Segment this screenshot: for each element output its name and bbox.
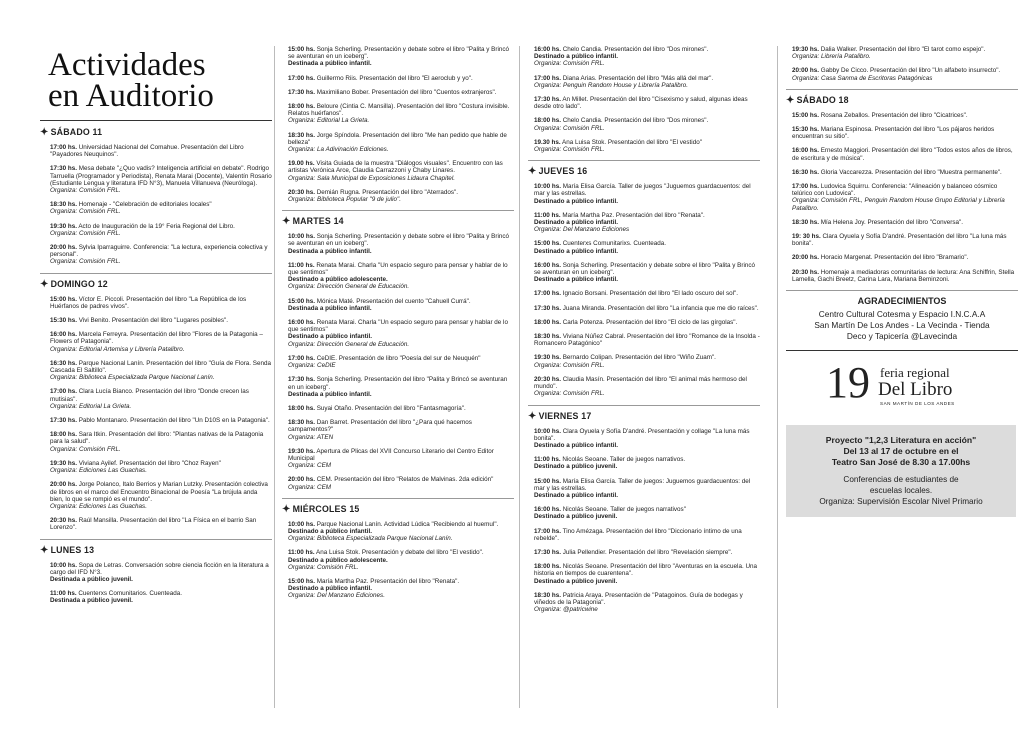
event-time: 17:30 hs.	[50, 165, 77, 173]
event-text: Mónica Maté. Presentación del cuento "Cahuell Currá".	[316, 297, 471, 305]
event-time: 17:30 hs.	[534, 304, 561, 312]
cross-star-icon: ✦	[40, 544, 49, 556]
event-item	[792, 254, 1018, 261]
event-time: 16:30 hs.	[792, 168, 819, 176]
event-item	[534, 592, 760, 614]
event-text: María Martha Paz. Presentación del libro "Renata".	[316, 577, 460, 585]
event-text: Diana Arias. Presentación del libro "Más allá del mar".	[562, 74, 714, 82]
event-text: María Elisa García. Taller de juegos: Juguemos guardacuentos: del mar y las estrellas.	[534, 477, 751, 492]
event-time: 15:00 hs.	[50, 295, 77, 303]
event-item	[534, 212, 760, 234]
event-item	[50, 590, 272, 604]
event-item	[50, 223, 272, 237]
event-time: 18:30 hs.	[792, 218, 819, 226]
event-text: Ana Luisa Stok. Presentación del libro "El vestido"	[562, 138, 702, 146]
event-item	[288, 132, 514, 154]
cross-star-icon: ✦	[40, 278, 49, 290]
event-item	[792, 67, 1018, 81]
event-time: 16:00 hs.	[534, 261, 561, 269]
event-time: 15:00 hs.	[288, 577, 315, 585]
cross-star-icon: ✦	[528, 166, 537, 178]
event-time: 17:30 hs.	[534, 96, 561, 104]
event-item	[792, 183, 1018, 212]
event-item	[50, 317, 272, 324]
event-time: 18:00 hs.	[50, 431, 77, 439]
event-item	[534, 75, 760, 89]
event-organizer: Organiza: Comisión FRL.	[50, 208, 121, 216]
event-text: Maximiliano Bober. Presentación del libro "Cuentos extranjeros".	[316, 88, 497, 96]
event-organizer: Organiza: Ediciones Las Guachas.	[50, 467, 147, 475]
event-organizer: Organiza: Ediciones Las Guachas.	[50, 502, 147, 510]
event-item	[288, 319, 514, 348]
event-item	[534, 305, 760, 312]
event-text: Renata Marai. Charla "Un espacio seguro para pensar y hablar de lo que sentimos"	[288, 261, 508, 277]
event-audience: Destinado a público adolescente.	[288, 276, 388, 284]
event-time: 18:30 hs.	[288, 131, 315, 139]
event-organizer: Organiza: Comisión FRL.	[288, 563, 359, 571]
event-time: 19.00 hs.	[288, 160, 315, 168]
event-organizer: Organiza: Comisión FRL.	[534, 390, 605, 398]
event-text: Acto de Inauguración de la 19° Feria Regional del Libro.	[78, 222, 235, 230]
fair-logo: 19 feria regional Del Libro SAN MARTÍN DE LOS ANDES	[826, 358, 955, 408]
event-time: 20:30 hs.	[50, 517, 77, 525]
event-text: Clara Oyuela y Sofía D'andré. Presentación y collage "La luna más bonita".	[534, 427, 750, 442]
event-organizer: Organiza: La Adivinación Ediciones.	[288, 146, 389, 154]
event-time: 10:00 hs.	[50, 561, 77, 569]
event-audience: Destinado a público infantil.	[534, 276, 618, 284]
event-time: 15:00 hs.	[288, 46, 315, 53]
event-item	[534, 262, 760, 284]
event-item	[288, 46, 514, 68]
event-text: Ludovica Squirru. Conferencia: "Alineación y balanceo cósmico telúrico con Ludovica".	[792, 183, 998, 198]
event-time: 17:00 hs.	[288, 354, 315, 362]
event-text: Chelo Candia. Presentación del libro "Dos mirones".	[562, 117, 709, 125]
day-heading: ✦ DOMINGO 12	[40, 278, 108, 290]
event-audience: Destinada a público juvenil.	[50, 597, 133, 605]
event-organizer: Organiza: CEM	[288, 483, 332, 491]
event-item	[792, 233, 1018, 247]
event-item	[288, 448, 514, 470]
event-time: 16:00 hs.	[50, 331, 77, 339]
day-heading: ✦ VIERNES 17	[528, 410, 592, 422]
event-item	[288, 521, 514, 543]
event-text: María Martha Paz. Presentación del libro "Renata".	[562, 211, 705, 219]
event-time: 20:30 hs.	[792, 268, 819, 276]
event-text: Demián Rugna. Presentación del libro "Aterrados".	[316, 188, 459, 196]
event-time: 10:00 hs.	[288, 520, 315, 528]
event-text: Julia Pellendier. Presentación del libro "Revelación siempre".	[562, 548, 733, 556]
event-item	[534, 354, 760, 368]
event-organizer: Organiza: Comisión FRL, Penguin Random House Grupo Editorial y Librería Patalibro.	[792, 197, 1005, 212]
event-text: Ignacio Borsani. Presentación del libro "El lado oscuro del sol".	[562, 290, 738, 298]
event-item	[792, 269, 1018, 283]
event-item	[50, 360, 272, 382]
event-audience: Destinado a público infantil.	[288, 585, 372, 593]
event-text: Víctor E. Piccoli. Presentación del libro "La República de los Huérfanos de padres vivos".	[50, 295, 247, 310]
event-organizer: Organiza: Comisión FRL.	[50, 445, 121, 453]
event-audience: Destinado a público juvenil.	[534, 513, 618, 521]
event-item	[50, 296, 272, 310]
event-audience: Destinado a público juvenil.	[534, 463, 618, 471]
event-text: Beloure (Cintia C. Mansilla). Presentación del libro "Costura invisible. Relatos huérfanos".	[288, 103, 510, 118]
page-title: Actividades en Auditorio	[48, 47, 214, 114]
event-audience: Destinado a público infantil.	[534, 197, 618, 205]
event-time: 16:00 hs.	[792, 147, 819, 155]
event-time: 11:00 hs.	[50, 590, 77, 598]
event-organizer: Organiza: Sala Municipal de Exposiciones Lidaura Chapitel.	[288, 174, 455, 182]
event-organizer: Organiza: @patricwine	[534, 606, 598, 614]
event-audience: Destinado a público infantil.	[534, 441, 618, 449]
event-time: 18:00 hs.	[534, 563, 561, 571]
event-time: 17:30 hs.	[534, 548, 561, 556]
event-item	[50, 460, 272, 474]
event-text: Vivi Benito. Presentación del libro "Lugares posibles".	[78, 317, 228, 325]
event-audience: Destinado a público infantil.	[534, 491, 618, 499]
event-text: Universidad Nacional del Comahue. Presentación del Libro "Payadores Neuquinos".	[50, 144, 244, 159]
event-text: Carla Potenza. Presentación del libro "El ciclo de las gírgolas".	[562, 318, 738, 326]
event-text: Sonja Scherling. Presentación y debate sobre el libro "Palita y Brincó se aventuran en un iceberg".	[534, 261, 756, 277]
event-organizer: Organiza: Del Manzano Ediciones	[534, 226, 630, 234]
event-item	[288, 578, 514, 600]
event-audience: Destinado a público infantil.	[288, 527, 372, 535]
event-text: Ernesto Maggiori. Presentación del libro "Todos estos años de libros, de escritura y de música".	[792, 147, 1013, 162]
event-item	[534, 549, 760, 556]
event-item	[534, 117, 760, 131]
event-time: 17:00 hs.	[50, 388, 77, 396]
event-item	[792, 112, 1018, 119]
event-organizer: Organiza: Casa Sanma de Escritoras Patagónicas	[792, 74, 933, 82]
event-text: Sonja Scherling. Presentación y debate sobre el libro "Palita y Brincó se aventuran en un iceberg".	[288, 46, 510, 61]
event-text: Juana Miranda. Presentación del libro "La infancia que me dio raíces".	[562, 304, 759, 312]
event-organizer: Organiza: Penguin Random House y Librería Patalibro.	[534, 81, 689, 89]
column-3	[528, 46, 760, 706]
event-item	[534, 139, 760, 153]
event-item	[288, 89, 514, 96]
event-text: Gloria Vaccarezza. Presentación del libro "Muestra permanente".	[820, 168, 1002, 176]
event-audience: Destinada a público juvenil.	[50, 575, 133, 583]
event-time: 18:00 hs.	[288, 404, 315, 412]
column-1	[40, 46, 272, 706]
acknowledgements: AGRADECIMIENTOS Centro Cultural Cotesma y Espacio I.N.C.A.A San Martín De Los Andes - La Vecinda - Tienda Deco y Tapicería @Lavecinda	[814, 296, 990, 342]
event-time: 17:00 hs.	[534, 74, 561, 82]
event-text: Parque Nacional Lanín. Actividad Lúdica "Recibiendo al huemul".	[316, 520, 499, 528]
event-organizer: Organiza: Biblioteca Popular "9 de julio".	[288, 196, 401, 204]
event-organizer: Organiza: Comisión FRL.	[50, 229, 121, 237]
event-item	[288, 549, 514, 571]
event-item	[792, 219, 1018, 226]
event-time: 19: 30 hs.	[792, 233, 821, 241]
event-text: Apertura de Plicas del XVII Concurso Literario del Centro Editor Municipal	[288, 447, 494, 462]
event-time: 20:30 hs.	[534, 375, 561, 383]
event-item	[288, 75, 514, 82]
event-text: Nicolás Seoane. Taller de juegos narrativos.	[562, 456, 686, 464]
event-item	[534, 46, 760, 68]
event-organizer: Organiza: Comisión FRL.	[50, 187, 121, 195]
event-text: Mariana Espinosa. Presentación del libro "Los pájaros heridos encuentran su sitio".	[792, 126, 995, 141]
event-time: 19:30 hs.	[50, 222, 77, 230]
event-item	[50, 388, 272, 410]
cross-star-icon: ✦	[528, 410, 537, 422]
event-item	[534, 183, 760, 205]
cross-star-icon: ✦	[282, 503, 291, 515]
event-item	[534, 290, 760, 297]
event-text: Mesa debate "¿Quo vadis? Inteligencia artificial en debate". Rodrigo Tarruella (Programador y Periodista), Renata Marai (Docente), Valentín Rosario (Estudiante Lengua y literatura IFD N°3), Manuela Villanueva (Neuróloga).	[50, 165, 272, 187]
event-time: 18:30 hs.	[534, 333, 561, 341]
event-text: Patricia Araya. Presentación de "Patagoinos. Guía de bodegas y viñedos de la Patagonia".	[534, 591, 743, 606]
event-text: CEM. Presentación del libro "Relatos de Malvinas. 2da edición"	[316, 476, 494, 484]
event-item	[534, 456, 760, 470]
event-time: 16:00 hs.	[288, 319, 315, 327]
event-text: Nicolás Seoane. Taller de juegos narrativos"	[562, 506, 686, 514]
event-item	[534, 563, 760, 585]
event-time: 15:00 hs.	[792, 111, 819, 119]
event-item	[50, 144, 272, 158]
cross-star-icon: ✦	[282, 216, 291, 228]
event-time: 17:00 hs.	[534, 527, 561, 535]
event-item	[288, 419, 514, 441]
event-text: Visita Guiada de la muestra "Diálogos visuales". Encuentro con las artistas Verónica Arce, Claudia Carrazzoni y Chaby Linares.	[288, 160, 503, 175]
event-text: Sara Itkin. Presentación del libro: "Plantas nativas de la Patagonia para la salud".	[50, 431, 264, 446]
event-time: 20:00 hs.	[288, 476, 315, 484]
event-text: Suyai Otaño. Presentación del libro "Fantasmagoría".	[316, 404, 466, 412]
event-organizer: Organiza: Comisión FRL.	[534, 361, 605, 369]
event-time: 15:30 hs.	[792, 126, 819, 134]
event-item	[50, 331, 272, 353]
event-time: 20:00 hs.	[50, 481, 77, 489]
event-audience: Destinado a público infantil.	[534, 219, 618, 227]
event-item	[288, 262, 514, 291]
event-organizer: Organiza: Editorial La Grieta.	[288, 117, 370, 125]
event-time: 16:00 hs.	[534, 46, 561, 53]
event-time: 17:00 hs.	[50, 144, 77, 151]
event-organizer: Organiza: CeDIE	[288, 362, 336, 370]
event-text: Sonja Scherling. Presentación y debate sobre el libro "Palita y Brincó se aventuran en un iceberg".	[288, 233, 510, 248]
event-text: Renata Marai. Charla "Un espacio seguro para pensar y hablar de lo que sentimos"	[288, 319, 508, 334]
cross-star-icon: ✦	[786, 94, 795, 106]
event-text: Nicolás Seoane. Presentación del libro "Aventuras en la escuela. Una historia en tiempos de cuarentena".	[534, 563, 757, 578]
event-item	[50, 417, 272, 424]
event-organizer: Organiza: Del Manzano Ediciones.	[288, 592, 385, 600]
event-text: Raúl Mansilla. Presentación del libro "La Física en el barrio San Lorenzo".	[50, 517, 257, 532]
event-text: Rosana Zeballos. Presentación del libro "Cicatrices".	[820, 111, 968, 119]
cross-star-icon: ✦	[40, 127, 49, 138]
event-text: Dan Barret. Presentación del libro "¿Para qué hacemos campamentos?"	[288, 419, 472, 434]
event-text: Ana Luisa Stok. Presentación y debate del libro "El vestido".	[316, 549, 484, 557]
event-time: 19:30 hs.	[534, 354, 561, 362]
event-text: Homenaje - "Celebración de editoriales locales"	[78, 201, 212, 209]
event-item	[792, 169, 1018, 176]
event-audience: Destinado a público adolescente.	[288, 556, 388, 564]
event-text: Viviana Núñez Cabral. Presentación del libro "Romance de la Insolda - Romancero Patagónico"	[534, 333, 760, 348]
event-time: 17:00 hs.	[792, 183, 819, 191]
event-text: Claudia Masín. Presentación del libro "El animal más hermoso del mundo".	[534, 375, 747, 391]
event-time: 18:00 hs.	[288, 103, 315, 111]
event-time: 16:30 hs.	[50, 359, 77, 367]
event-time: 18:30 hs.	[534, 591, 561, 599]
event-item	[792, 46, 1018, 60]
event-time: 10:00 hs.	[534, 183, 561, 191]
event-time: 15:00 hs.	[288, 297, 315, 305]
event-time: 17:00 hs.	[288, 74, 315, 82]
event-item	[288, 160, 514, 182]
event-text: Dalia Walker. Presentación del libro "El tarot como espejo".	[820, 46, 986, 53]
project-box: Proyecto "1,2,3 Literatura en acción" Del 13 al 17 de octubre en el Teatro San José de 8.30 a 17.00hs Conferencias de estudiantes de escuelas locales. Organiza: Supervisión Escolar Nivel Primario	[786, 425, 1016, 517]
event-text: Gabby De Cicco. Presentación del libro "Un alfabeto insurrecto".	[820, 67, 1001, 75]
event-time: 18:30 hs.	[50, 201, 77, 209]
event-item	[50, 165, 272, 194]
event-item	[534, 506, 760, 520]
event-text: Guillermo Riis. Presentación del libro "El aeroclub y yo".	[316, 74, 473, 82]
event-organizer: Organiza: Biblioteca Especializada Parque Nacional Lanín.	[288, 535, 453, 543]
event-organizer: Organiza: Comisión FRL.	[534, 124, 605, 132]
event-time: 18:00 hs.	[534, 318, 561, 326]
day-heading: ✦ MIÉRCOLES 15	[282, 503, 360, 515]
event-text: Bernardo Colipan. Presentación del libro "Wiño Zuam".	[562, 354, 716, 362]
event-time: 19:30 hs.	[792, 46, 819, 53]
event-time: 17:00 hs.	[534, 290, 561, 298]
column-4	[786, 46, 1018, 706]
event-item	[288, 355, 514, 369]
event-organizer: Organiza: Dirección General de Educación.	[288, 340, 410, 348]
event-text: Pablo Montanaro. Presentación del libro "Un D10S en la Patagonia".	[78, 417, 270, 425]
event-time: 18:30 hs.	[288, 419, 315, 427]
event-item	[50, 562, 272, 584]
event-time: 17:30 hs.	[288, 88, 315, 96]
event-time: 20:00 hs.	[792, 67, 819, 75]
column-2	[282, 46, 514, 706]
event-time: 15:30 hs.	[50, 317, 77, 325]
event-audience: Destinado a público infantil.	[534, 53, 618, 61]
day-heading: ✦ SÁBADO 11	[40, 127, 103, 138]
event-time: 11:00 hs.	[288, 549, 315, 557]
day-heading: ✦ SÁBADO 18	[786, 94, 849, 106]
event-organizer: Organiza: Librería Patalibro.	[792, 53, 871, 61]
event-item	[534, 428, 760, 450]
event-organizer: Organiza: ATEN	[288, 433, 334, 441]
event-time: 17:30 hs.	[288, 376, 315, 384]
event-text: María Elisa García. Taller de juegos "Juguemos guardacuentos: del mar y las estrellas.	[534, 183, 751, 198]
event-item	[534, 333, 760, 347]
event-time: 11:00 hs.	[534, 456, 561, 464]
event-item	[792, 126, 1018, 140]
event-text: Clara Lucía Bianco. Presentación del libro "Donde crecen las mutisias".	[50, 388, 249, 403]
event-time: 19:30 hs.	[50, 459, 77, 467]
event-time: 16:00 hs.	[534, 506, 561, 514]
event-text: Chelo Candia. Presentación del libro "Dos mirones".	[562, 46, 709, 53]
event-item	[50, 201, 272, 215]
event-organizer: Organiza: Comisión FRL.	[50, 258, 121, 266]
event-time: 15:00 hs.	[534, 240, 561, 248]
event-text: Cuenterxs Comunitarios. Cuenteada.	[78, 590, 182, 598]
event-item	[50, 244, 272, 266]
event-time: 15:00 hs.	[534, 477, 561, 485]
event-audience: Destinada a público infantil.	[288, 304, 372, 312]
event-organizer: Organiza: Dirección General de Educación.	[288, 283, 410, 291]
event-item	[50, 517, 272, 531]
event-time: 18:00 hs.	[534, 117, 561, 125]
event-audience: Destinada a público infantil.	[288, 60, 372, 68]
event-time: 10:00 hs.	[288, 233, 315, 241]
event-time: 10:00 hs.	[534, 427, 561, 435]
event-time: 20:00 hs.	[792, 254, 819, 262]
event-item	[534, 528, 760, 542]
event-text: Tino Amézaga. Presentación del libro "Diccionario íntimo de una rebelde".	[534, 527, 742, 542]
event-item	[288, 103, 514, 125]
event-organizer: Organiza: Editorial La Grieta.	[50, 402, 132, 410]
event-item	[288, 476, 514, 490]
event-time: 19:30 hs.	[288, 447, 315, 455]
event-text: Sonja Scherling. Presentación del libro "Palita y Brincó se aventuran en un iceberg".	[288, 376, 508, 391]
event-audience: Destinado a público juvenil.	[534, 577, 618, 585]
event-text: Viviana Ayilef. Presentación del libro "Choz Rayen"	[78, 459, 221, 467]
event-item	[288, 298, 514, 312]
event-item	[50, 481, 272, 510]
event-text: Clara Oyuela y Sofía D'andré. Presentación del libro "La luna más bonita".	[792, 233, 1007, 248]
event-text: An Millet. Presentación del libro "Cisexismo y salud, algunas ideas desde otro lado".	[534, 96, 748, 111]
event-item	[288, 405, 514, 412]
event-text: Marcela Ferreyra. Presentación del libro "Flores de la Patagonia – Flowers of Patagonia".	[50, 331, 263, 346]
event-item	[288, 189, 514, 203]
event-item	[534, 376, 760, 398]
event-text: Sopa de Letras. Conversación sobre ciencia ficción en la literatura a cargo del IFD N°3.	[50, 561, 269, 576]
event-organizer: Organiza: CEM	[288, 462, 332, 470]
event-organizer: Organiza: Biblioteca Especializada Parque Nacional Lanín.	[50, 374, 215, 382]
event-audience: Destinado a público infantil.	[288, 333, 372, 341]
event-item	[792, 147, 1018, 161]
event-time: 11:00 hs.	[534, 211, 561, 219]
event-audience: Destinado a público infantil.	[534, 247, 618, 255]
event-text: Jorge Polanco, Italo Berrios y Marian Lutzky. Presentación colectiva de libros en el marco del Encuentro Binacional de Poesía "La brújula anda bien, lo que se rompió es el mundo".	[50, 481, 268, 503]
event-item	[534, 478, 760, 500]
event-audience: Destinada a público infantil.	[288, 390, 372, 398]
event-time: 19.30 hs.	[534, 138, 561, 146]
event-time: 20:00 hs.	[50, 244, 77, 252]
event-item	[534, 240, 760, 254]
event-item	[534, 319, 760, 326]
event-text: Parque Nacional Lanín. Presentación del libro "Guía de Flora. Senda Cascada El Saltillo".	[50, 359, 272, 375]
event-text: Sylvia Iparraguirre. Conferencia: "La lectura, experiencia colectiva y personal".	[50, 244, 268, 259]
event-item	[288, 233, 514, 255]
day-heading: ✦ LUNES 13	[40, 544, 95, 556]
event-organizer: Organiza: Editorial Artemisa y Librería Patalibro.	[50, 345, 185, 353]
event-text: Horacio Margenat. Presentación del libro "Bramario".	[820, 254, 969, 262]
event-time: 11:00 hs.	[288, 261, 315, 269]
event-item	[50, 431, 272, 453]
event-item	[288, 376, 514, 398]
event-organizer: Organiza: Comisión FRL.	[534, 60, 605, 68]
day-heading: ✦ JUEVES 16	[528, 166, 588, 178]
event-item	[534, 96, 760, 110]
event-audience: Destinada a público infantil.	[288, 247, 372, 255]
event-text: CeDIE. Presentación de libro "Poesía del sur de Neuquén"	[316, 354, 481, 362]
event-text: Homenaje a mediadoras comunitarias de lectura: Ana Schiffrin, Stella Lamella, Gachi Breetz, Carina Lara, Mariana Beminzoni.	[792, 268, 1015, 283]
event-time: 17:30 hs.	[50, 417, 77, 425]
event-text: Cuenterxs Comunitarixs. Cuenteada.	[562, 240, 666, 248]
event-text: Jorge Spíndola. Presentación del libro "Me han pedido que hable de belleza"	[288, 131, 507, 146]
event-text: Mía Helena Joy. Presentación del libro "Conversa".	[820, 218, 963, 226]
event-time: 20:30 hs.	[288, 188, 315, 196]
day-heading: ✦ MARTES 14	[282, 216, 344, 228]
event-organizer: Organiza: Comisión FRL.	[534, 146, 605, 154]
